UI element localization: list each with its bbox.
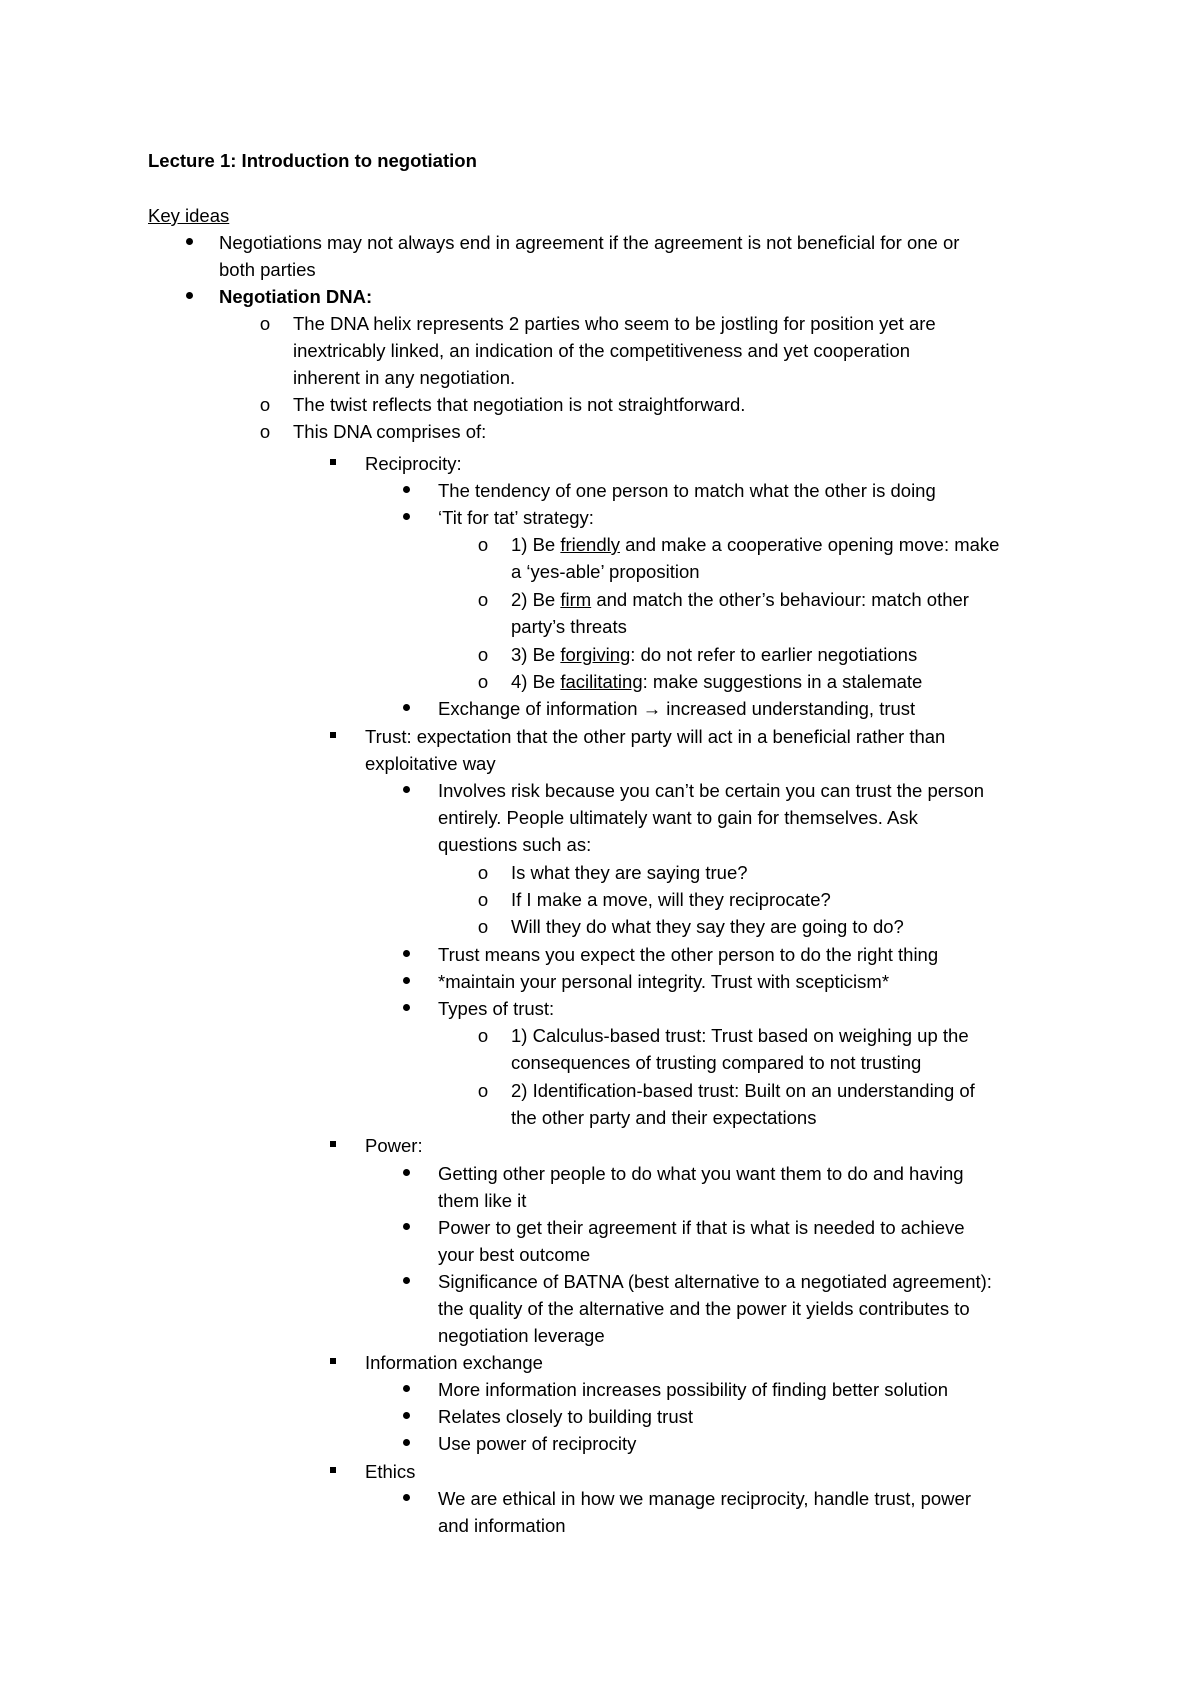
bullet-circle: o [477, 1025, 489, 1046]
text-line: Trust: expectation that the other party will act in a beneficial rather than [365, 726, 946, 747]
text-line: party’s threats [511, 616, 627, 637]
key-ideas-heading: Key ideas [148, 205, 230, 226]
bullet-circle: o [259, 394, 271, 415]
text-line: Relates closely to building trust [438, 1406, 694, 1427]
text-line: 1) Be friendly and make a cooperative opening move: make [511, 534, 1000, 555]
text-line: 2) Be firm and match the other’s behaviour: match other [511, 589, 969, 610]
bullet-circle: o [477, 1080, 489, 1101]
bullet-dot [403, 950, 410, 957]
text-line: ‘Tit for tat’ strategy: [438, 507, 594, 528]
bullet-circle: o [477, 889, 489, 910]
text-line: 1) Calculus-based trust: Trust based on weighing up the [511, 1025, 969, 1046]
text-line: 2) Identification-based trust: Built on an understanding of [511, 1080, 975, 1101]
bullet-dot [403, 1412, 410, 1419]
text-line: This DNA comprises of: [293, 421, 487, 442]
bullet-circle: o [477, 644, 489, 665]
bullet-dot [403, 486, 410, 493]
text-line: More information increases possibility of finding better solution [438, 1379, 949, 1400]
bullet-dot [186, 292, 193, 299]
bullet-dot [403, 1494, 410, 1501]
bullet-circle: o [477, 671, 489, 692]
text-line: the quality of the alternative and the power it yields contributes to [438, 1298, 970, 1319]
bullet-dot [403, 513, 410, 520]
bullet-dot [403, 1169, 410, 1176]
bullet-dot [403, 977, 410, 984]
bullet-circle: o [259, 313, 271, 334]
bullet-dot [403, 786, 410, 793]
bullet-square [330, 1467, 336, 1473]
text-line: Significance of BATNA (best alternative to a negotiated agreement): [438, 1271, 992, 1292]
bullet-circle: o [259, 421, 271, 442]
text-line: The DNA helix represents 2 parties who seem to be jostling for position yet are [293, 313, 936, 334]
text-line: 4) Be facilitating: make suggestions in a stalemate [511, 671, 923, 692]
text-line: Reciprocity: [365, 453, 462, 474]
bullet-square [330, 732, 336, 738]
text-line: Will they do what they say they are going to do? [511, 916, 904, 937]
text-line: Trust means you expect the other person to do the right thing [438, 944, 939, 965]
text-line: Power: [365, 1135, 423, 1156]
bullet-circle: o [477, 916, 489, 937]
text-line: If I make a move, will they reciprocate? [511, 889, 831, 910]
text-line: a ‘yes-able’ proposition [511, 561, 700, 582]
text-line: exploitative way [365, 753, 496, 774]
bullet-circle: o [477, 862, 489, 883]
bullet-dot [403, 1385, 410, 1392]
bullet-dot [403, 1004, 410, 1011]
bullet-dot [403, 1439, 410, 1446]
text-line: Information exchange [365, 1352, 543, 1373]
text-line: Is what they are saying true? [511, 862, 748, 883]
text-line: your best outcome [438, 1244, 591, 1265]
text-line: consequences of trusting compared to not trusting [511, 1052, 922, 1073]
text-line: both parties [219, 259, 316, 280]
bullet-square [330, 459, 336, 465]
lecture-title: Lecture 1: Introduction to negotiation [148, 150, 477, 171]
bullet-dot [403, 704, 410, 711]
text-line: Exchange of information → increased understanding, trust [438, 698, 916, 719]
bullet-circle: o [477, 534, 489, 555]
text-line: *maintain your personal integrity. Trust with scepticism* [438, 971, 890, 992]
text-line: Negotiations may not always end in agreement if the agreement is not beneficial for one or [219, 232, 960, 253]
negotiation-dna-heading: Negotiation DNA: [219, 286, 373, 307]
text-line: Ethics [365, 1461, 416, 1482]
text-line: The tendency of one person to match what the other is doing [438, 480, 936, 501]
text-line: the other party and their expectations [511, 1107, 817, 1128]
text-line: Types of trust: [438, 998, 555, 1019]
text-line: 3) Be forgiving: do not refer to earlier negotiations [511, 644, 918, 665]
text-line: inherent in any negotiation. [293, 367, 516, 388]
text-line: Power to get their agreement if that is what is needed to achieve [438, 1217, 965, 1238]
text-line: entirely. People ultimately want to gain for themselves. Ask [438, 807, 918, 828]
text-line: Getting other people to do what you want them to do and having [438, 1163, 964, 1184]
text-line: Use power of reciprocity [438, 1433, 637, 1454]
text-line: inextricably linked, an indication of the competitiveness and yet cooperation [293, 340, 911, 361]
bullet-dot [403, 1223, 410, 1230]
bullet-circle: o [477, 589, 489, 610]
arrow-right-icon: → [642, 698, 662, 719]
text-line: The twist reflects that negotiation is not straightforward. [293, 394, 746, 415]
bullet-square [330, 1141, 336, 1147]
bullet-dot [186, 238, 193, 245]
bullet-dot [403, 1277, 410, 1284]
text-line: We are ethical in how we manage reciprocity, handle trust, power [438, 1488, 971, 1509]
text-line: negotiation leverage [438, 1325, 605, 1346]
text-line: and information [438, 1515, 566, 1536]
text-line: Involves risk because you can’t be certain you can trust the person [438, 780, 985, 801]
bullet-square [330, 1358, 336, 1364]
text-line: them like it [438, 1190, 527, 1211]
text-line: questions such as: [438, 834, 592, 855]
